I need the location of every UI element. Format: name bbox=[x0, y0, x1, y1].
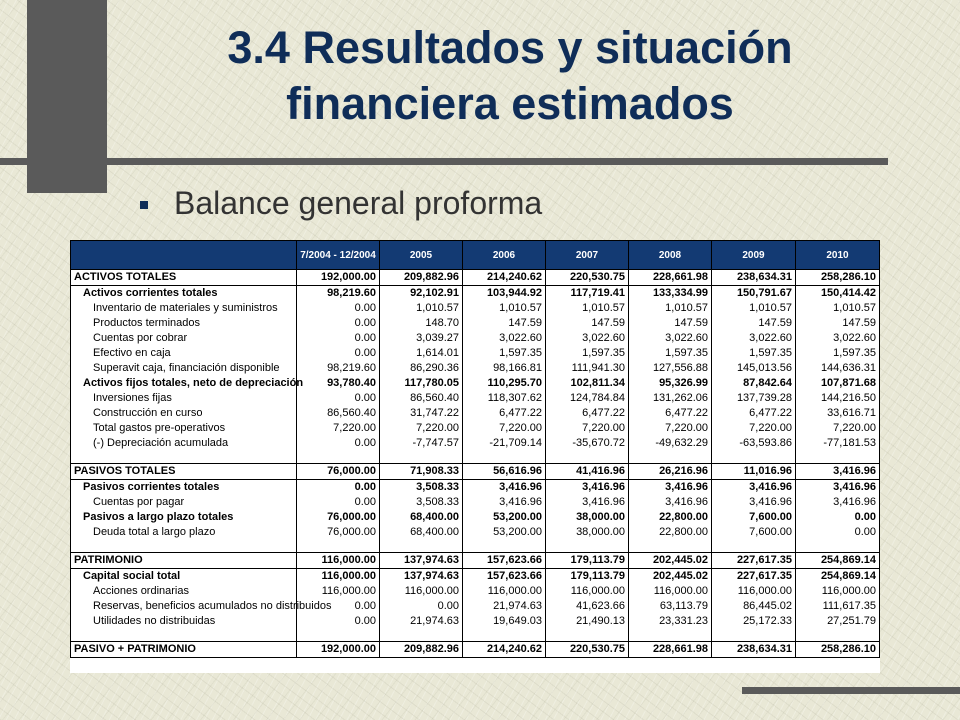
value-cell: -35,670.72 bbox=[546, 436, 629, 451]
value-cell: -7,747.57 bbox=[380, 436, 463, 451]
row-label: Reservas, beneficios acumulados no distribuidos bbox=[71, 599, 297, 614]
value-cell: 144,636.31 bbox=[796, 361, 880, 376]
value-cell: 56,616.96 bbox=[463, 464, 546, 480]
value-cell: 3,508.33 bbox=[380, 480, 463, 496]
row-label: Inversiones fijas bbox=[71, 391, 297, 406]
table-row bbox=[71, 301, 880, 316]
header-cell-label bbox=[71, 241, 297, 270]
value-cell: 53,200.00 bbox=[463, 525, 546, 540]
value-cell: 3,416.96 bbox=[546, 480, 629, 496]
table-row bbox=[71, 614, 880, 629]
value-cell: 98,166.81 bbox=[463, 361, 546, 376]
value-cell: 127,556.88 bbox=[629, 361, 712, 376]
value-cell: 238,634.31 bbox=[712, 270, 796, 286]
value-cell: 7,220.00 bbox=[629, 421, 712, 436]
value-cell: 147.59 bbox=[463, 316, 546, 331]
value-cell: 3,416.96 bbox=[629, 495, 712, 510]
value-cell bbox=[712, 629, 796, 642]
row-label: Superavit caja, financiación disponible bbox=[71, 361, 297, 376]
value-cell: 25,172.33 bbox=[712, 614, 796, 629]
value-cell: 116,000.00 bbox=[712, 584, 796, 599]
value-cell: 1,597.35 bbox=[463, 346, 546, 361]
table-row bbox=[71, 480, 880, 496]
table-row bbox=[71, 495, 880, 510]
value-cell: 227,617.35 bbox=[712, 553, 796, 569]
value-cell: 3,416.96 bbox=[796, 480, 880, 496]
value-cell bbox=[546, 451, 629, 464]
value-cell: -49,632.29 bbox=[629, 436, 712, 451]
value-cell: 6,477.22 bbox=[463, 406, 546, 421]
table-row bbox=[71, 525, 880, 540]
value-cell: 228,661.98 bbox=[629, 642, 712, 658]
value-cell: 227,617.35 bbox=[712, 569, 796, 585]
table-row bbox=[71, 451, 880, 464]
row-label: Utilidades no distribuidas bbox=[71, 614, 297, 629]
value-cell: 26,216.96 bbox=[629, 464, 712, 480]
table-row bbox=[71, 316, 880, 331]
value-cell: 116,000.00 bbox=[297, 584, 380, 599]
value-cell: 116,000.00 bbox=[380, 584, 463, 599]
value-cell: 103,944.92 bbox=[463, 286, 546, 302]
value-cell: 92,102.91 bbox=[380, 286, 463, 302]
value-cell: 1,010.57 bbox=[380, 301, 463, 316]
table-row bbox=[71, 331, 880, 346]
value-cell: 3,039.27 bbox=[380, 331, 463, 346]
value-cell: 116,000.00 bbox=[297, 569, 380, 585]
value-cell: 1,010.57 bbox=[629, 301, 712, 316]
row-label: Pasivos corrientes totales bbox=[71, 480, 297, 496]
value-cell: 110,295.70 bbox=[463, 376, 546, 391]
value-cell: 0.00 bbox=[297, 301, 380, 316]
value-cell: 21,490.13 bbox=[546, 614, 629, 629]
row-label: ACTIVOS TOTALES bbox=[71, 270, 297, 286]
row-label: Capital social total bbox=[71, 569, 297, 585]
square-bullet-icon bbox=[140, 201, 148, 209]
value-cell bbox=[463, 540, 546, 553]
value-cell: 3,022.60 bbox=[546, 331, 629, 346]
row-label bbox=[71, 540, 297, 553]
value-cell: 145,013.56 bbox=[712, 361, 796, 376]
row-label: Cuentas por cobrar bbox=[71, 331, 297, 346]
value-cell: 3,416.96 bbox=[463, 495, 546, 510]
value-cell: 3,022.60 bbox=[463, 331, 546, 346]
value-cell: 6,477.22 bbox=[629, 406, 712, 421]
value-cell: 192,000.00 bbox=[297, 270, 380, 286]
row-label: Inventario de materiales y suministros bbox=[71, 301, 297, 316]
value-cell: 157,623.66 bbox=[463, 553, 546, 569]
value-cell: 93,780.40 bbox=[297, 376, 380, 391]
value-cell bbox=[297, 451, 380, 464]
value-cell: 124,784.84 bbox=[546, 391, 629, 406]
value-cell: 21,974.63 bbox=[380, 614, 463, 629]
value-cell: 150,791.67 bbox=[712, 286, 796, 302]
table-row bbox=[71, 540, 880, 553]
table-row bbox=[71, 270, 880, 286]
header-cell-period: 2010 bbox=[796, 241, 880, 270]
value-cell: 68,400.00 bbox=[380, 510, 463, 525]
value-cell: 238,634.31 bbox=[712, 642, 796, 658]
table-row bbox=[71, 406, 880, 421]
slide-title-line1: 3.4 Resultados y situación bbox=[227, 22, 793, 73]
value-cell: 3,416.96 bbox=[712, 495, 796, 510]
value-cell: 11,016.96 bbox=[712, 464, 796, 480]
value-cell: 117,780.05 bbox=[380, 376, 463, 391]
value-cell: 202,445.02 bbox=[629, 569, 712, 585]
table-row bbox=[71, 421, 880, 436]
value-cell: 0.00 bbox=[380, 599, 463, 614]
value-cell: 214,240.62 bbox=[463, 270, 546, 286]
value-cell: 102,811.34 bbox=[546, 376, 629, 391]
value-cell bbox=[712, 451, 796, 464]
slide-title bbox=[125, 20, 895, 132]
row-label: Pasivos a largo plazo totales bbox=[71, 510, 297, 525]
value-cell bbox=[380, 451, 463, 464]
value-cell bbox=[546, 629, 629, 642]
value-cell bbox=[629, 540, 712, 553]
value-cell: 41,623.66 bbox=[546, 599, 629, 614]
row-label: Deuda total a largo plazo bbox=[71, 525, 297, 540]
value-cell: 3,416.96 bbox=[712, 480, 796, 496]
value-cell: 7,600.00 bbox=[712, 525, 796, 540]
value-cell: 220,530.75 bbox=[546, 642, 629, 658]
table-row bbox=[71, 376, 880, 391]
value-cell: 68,400.00 bbox=[380, 525, 463, 540]
value-cell: 116,000.00 bbox=[546, 584, 629, 599]
value-cell: 1,614.01 bbox=[380, 346, 463, 361]
value-cell: 0.00 bbox=[297, 346, 380, 361]
value-cell: -21,709.14 bbox=[463, 436, 546, 451]
row-label: PASIVO + PATRIMONIO bbox=[71, 642, 297, 658]
balance-sheet-table bbox=[70, 240, 880, 658]
header-cell-period: 7/2004 - 12/2004 bbox=[297, 241, 380, 270]
balance-sheet-table-container bbox=[70, 240, 880, 673]
value-cell: 22,800.00 bbox=[629, 510, 712, 525]
value-cell: 33,616.71 bbox=[796, 406, 880, 421]
row-label: PASIVOS TOTALES bbox=[71, 464, 297, 480]
row-label: Activos corrientes totales bbox=[71, 286, 297, 302]
row-label bbox=[71, 451, 297, 464]
value-cell: 7,220.00 bbox=[546, 421, 629, 436]
value-cell bbox=[796, 629, 880, 642]
value-cell: 1,597.35 bbox=[546, 346, 629, 361]
row-label: Total gastos pre-operativos bbox=[71, 421, 297, 436]
value-cell: 0.00 bbox=[297, 316, 380, 331]
value-cell bbox=[297, 540, 380, 553]
value-cell: 7,220.00 bbox=[796, 421, 880, 436]
value-cell: 0.00 bbox=[297, 436, 380, 451]
table-row bbox=[71, 584, 880, 599]
table-row bbox=[71, 346, 880, 361]
value-cell: 31,747.22 bbox=[380, 406, 463, 421]
value-cell: 192,000.00 bbox=[297, 642, 380, 658]
value-cell: 98,219.60 bbox=[297, 361, 380, 376]
value-cell: 228,661.98 bbox=[629, 270, 712, 286]
value-cell: 1,597.35 bbox=[796, 346, 880, 361]
value-cell: 131,262.06 bbox=[629, 391, 712, 406]
value-cell: 137,974.63 bbox=[380, 569, 463, 585]
value-cell: 6,477.22 bbox=[546, 406, 629, 421]
value-cell: 0.00 bbox=[297, 614, 380, 629]
value-cell: 147.59 bbox=[712, 316, 796, 331]
value-cell: 107,871.68 bbox=[796, 376, 880, 391]
value-cell: 179,113.79 bbox=[546, 553, 629, 569]
value-cell: 116,000.00 bbox=[463, 584, 546, 599]
value-cell: 0.00 bbox=[297, 480, 380, 496]
value-cell: 3,416.96 bbox=[546, 495, 629, 510]
table-row bbox=[71, 553, 880, 569]
value-cell: 144,216.50 bbox=[796, 391, 880, 406]
value-cell: 133,334.99 bbox=[629, 286, 712, 302]
value-cell: 1,010.57 bbox=[796, 301, 880, 316]
value-cell: 7,600.00 bbox=[712, 510, 796, 525]
value-cell: 209,882.96 bbox=[380, 642, 463, 658]
header-cell-period: 2005 bbox=[380, 241, 463, 270]
value-cell: 87,842.64 bbox=[712, 376, 796, 391]
row-label: Construcción en curso bbox=[71, 406, 297, 421]
value-cell: 111,941.30 bbox=[546, 361, 629, 376]
row-label: PATRIMONIO bbox=[71, 553, 297, 569]
value-cell bbox=[380, 540, 463, 553]
value-cell: 3,416.96 bbox=[463, 480, 546, 496]
value-cell: 3,416.96 bbox=[796, 495, 880, 510]
value-cell: 111,617.35 bbox=[796, 599, 880, 614]
value-cell: 116,000.00 bbox=[629, 584, 712, 599]
header-cell-period: 2008 bbox=[629, 241, 712, 270]
table-row bbox=[71, 569, 880, 585]
table-row bbox=[71, 436, 880, 451]
table-row bbox=[71, 286, 880, 302]
value-cell: 7,220.00 bbox=[712, 421, 796, 436]
value-cell: 98,219.60 bbox=[297, 286, 380, 302]
table-row bbox=[71, 599, 880, 614]
value-cell: 3,416.96 bbox=[796, 464, 880, 480]
value-cell bbox=[796, 451, 880, 464]
table-row bbox=[71, 464, 880, 480]
table-header-row bbox=[71, 241, 880, 270]
value-cell: 86,445.02 bbox=[712, 599, 796, 614]
value-cell: 3,022.60 bbox=[629, 331, 712, 346]
value-cell: 22,800.00 bbox=[629, 525, 712, 540]
value-cell: 179,113.79 bbox=[546, 569, 629, 585]
value-cell bbox=[297, 629, 380, 642]
value-cell: 86,560.40 bbox=[380, 391, 463, 406]
table-body bbox=[71, 270, 880, 658]
value-cell: 0.00 bbox=[297, 391, 380, 406]
value-cell: 95,326.99 bbox=[629, 376, 712, 391]
value-cell: 3,022.60 bbox=[796, 331, 880, 346]
value-cell: 157,623.66 bbox=[463, 569, 546, 585]
value-cell: 254,869.14 bbox=[796, 553, 880, 569]
table-row bbox=[71, 629, 880, 642]
decorative-bottom-rule bbox=[742, 687, 960, 694]
row-label bbox=[71, 629, 297, 642]
value-cell: 258,286.10 bbox=[796, 642, 880, 658]
value-cell: 3,508.33 bbox=[380, 495, 463, 510]
value-cell bbox=[796, 540, 880, 553]
header-cell-period: 2009 bbox=[712, 241, 796, 270]
value-cell: 0.00 bbox=[297, 495, 380, 510]
table-row bbox=[71, 361, 880, 376]
value-cell: 0.00 bbox=[796, 525, 880, 540]
bullet-item bbox=[140, 185, 542, 222]
value-cell: 148.70 bbox=[380, 316, 463, 331]
table-row bbox=[71, 642, 880, 658]
value-cell: 38,000.00 bbox=[546, 525, 629, 540]
value-cell: 7,220.00 bbox=[463, 421, 546, 436]
value-cell: 76,000.00 bbox=[297, 510, 380, 525]
value-cell: 258,286.10 bbox=[796, 270, 880, 286]
value-cell: 1,010.57 bbox=[712, 301, 796, 316]
value-cell: 27,251.79 bbox=[796, 614, 880, 629]
value-cell: 214,240.62 bbox=[463, 642, 546, 658]
value-cell: 209,882.96 bbox=[380, 270, 463, 286]
value-cell: 1,010.57 bbox=[546, 301, 629, 316]
value-cell: 86,290.36 bbox=[380, 361, 463, 376]
value-cell bbox=[463, 451, 546, 464]
value-cell: 118,307.62 bbox=[463, 391, 546, 406]
header-cell-period: 2007 bbox=[546, 241, 629, 270]
value-cell: 76,000.00 bbox=[297, 525, 380, 540]
decorative-top-rule bbox=[0, 158, 888, 165]
value-cell: 19,649.03 bbox=[463, 614, 546, 629]
value-cell: 63,113.79 bbox=[629, 599, 712, 614]
value-cell: 86,560.40 bbox=[297, 406, 380, 421]
row-label: Productos terminados bbox=[71, 316, 297, 331]
value-cell: 0.00 bbox=[297, 599, 380, 614]
value-cell: 116,000.00 bbox=[297, 553, 380, 569]
value-cell: 137,974.63 bbox=[380, 553, 463, 569]
row-label: Activos fijos totales, neto de depreciación bbox=[71, 376, 297, 391]
row-label: Acciones ordinarias bbox=[71, 584, 297, 599]
value-cell: 6,477.22 bbox=[712, 406, 796, 421]
value-cell bbox=[546, 540, 629, 553]
value-cell bbox=[712, 540, 796, 553]
value-cell: 147.59 bbox=[546, 316, 629, 331]
value-cell bbox=[629, 451, 712, 464]
row-label: (-) Depreciación acumulada bbox=[71, 436, 297, 451]
value-cell: 202,445.02 bbox=[629, 553, 712, 569]
value-cell: 147.59 bbox=[629, 316, 712, 331]
table-row bbox=[71, 510, 880, 525]
value-cell: 0.00 bbox=[796, 510, 880, 525]
value-cell bbox=[380, 629, 463, 642]
value-cell: 220,530.75 bbox=[546, 270, 629, 286]
value-cell bbox=[463, 629, 546, 642]
value-cell: 137,739.28 bbox=[712, 391, 796, 406]
value-cell bbox=[629, 629, 712, 642]
value-cell: 116,000.00 bbox=[796, 584, 880, 599]
value-cell: -77,181.53 bbox=[796, 436, 880, 451]
value-cell: 23,331.23 bbox=[629, 614, 712, 629]
value-cell: 76,000.00 bbox=[297, 464, 380, 480]
value-cell: 1,010.57 bbox=[463, 301, 546, 316]
value-cell: 7,220.00 bbox=[380, 421, 463, 436]
value-cell: 0.00 bbox=[297, 331, 380, 346]
row-label: Cuentas por pagar bbox=[71, 495, 297, 510]
value-cell: 38,000.00 bbox=[546, 510, 629, 525]
value-cell: 3,022.60 bbox=[712, 331, 796, 346]
value-cell: 1,597.35 bbox=[629, 346, 712, 361]
bullet-text: Balance general proforma bbox=[174, 185, 543, 221]
value-cell: 150,414.42 bbox=[796, 286, 880, 302]
value-cell: 147.59 bbox=[796, 316, 880, 331]
value-cell: 117,719.41 bbox=[546, 286, 629, 302]
value-cell: 41,416.96 bbox=[546, 464, 629, 480]
value-cell: 21,974.63 bbox=[463, 599, 546, 614]
slide-title-line2: financiera estimados bbox=[286, 78, 734, 129]
value-cell: -63,593.86 bbox=[712, 436, 796, 451]
value-cell: 3,416.96 bbox=[629, 480, 712, 496]
table-row bbox=[71, 391, 880, 406]
value-cell: 254,869.14 bbox=[796, 569, 880, 585]
row-label: Efectivo en caja bbox=[71, 346, 297, 361]
value-cell: 71,908.33 bbox=[380, 464, 463, 480]
value-cell: 53,200.00 bbox=[463, 510, 546, 525]
header-cell-period: 2006 bbox=[463, 241, 546, 270]
value-cell: 7,220.00 bbox=[297, 421, 380, 436]
value-cell: 1,597.35 bbox=[712, 346, 796, 361]
